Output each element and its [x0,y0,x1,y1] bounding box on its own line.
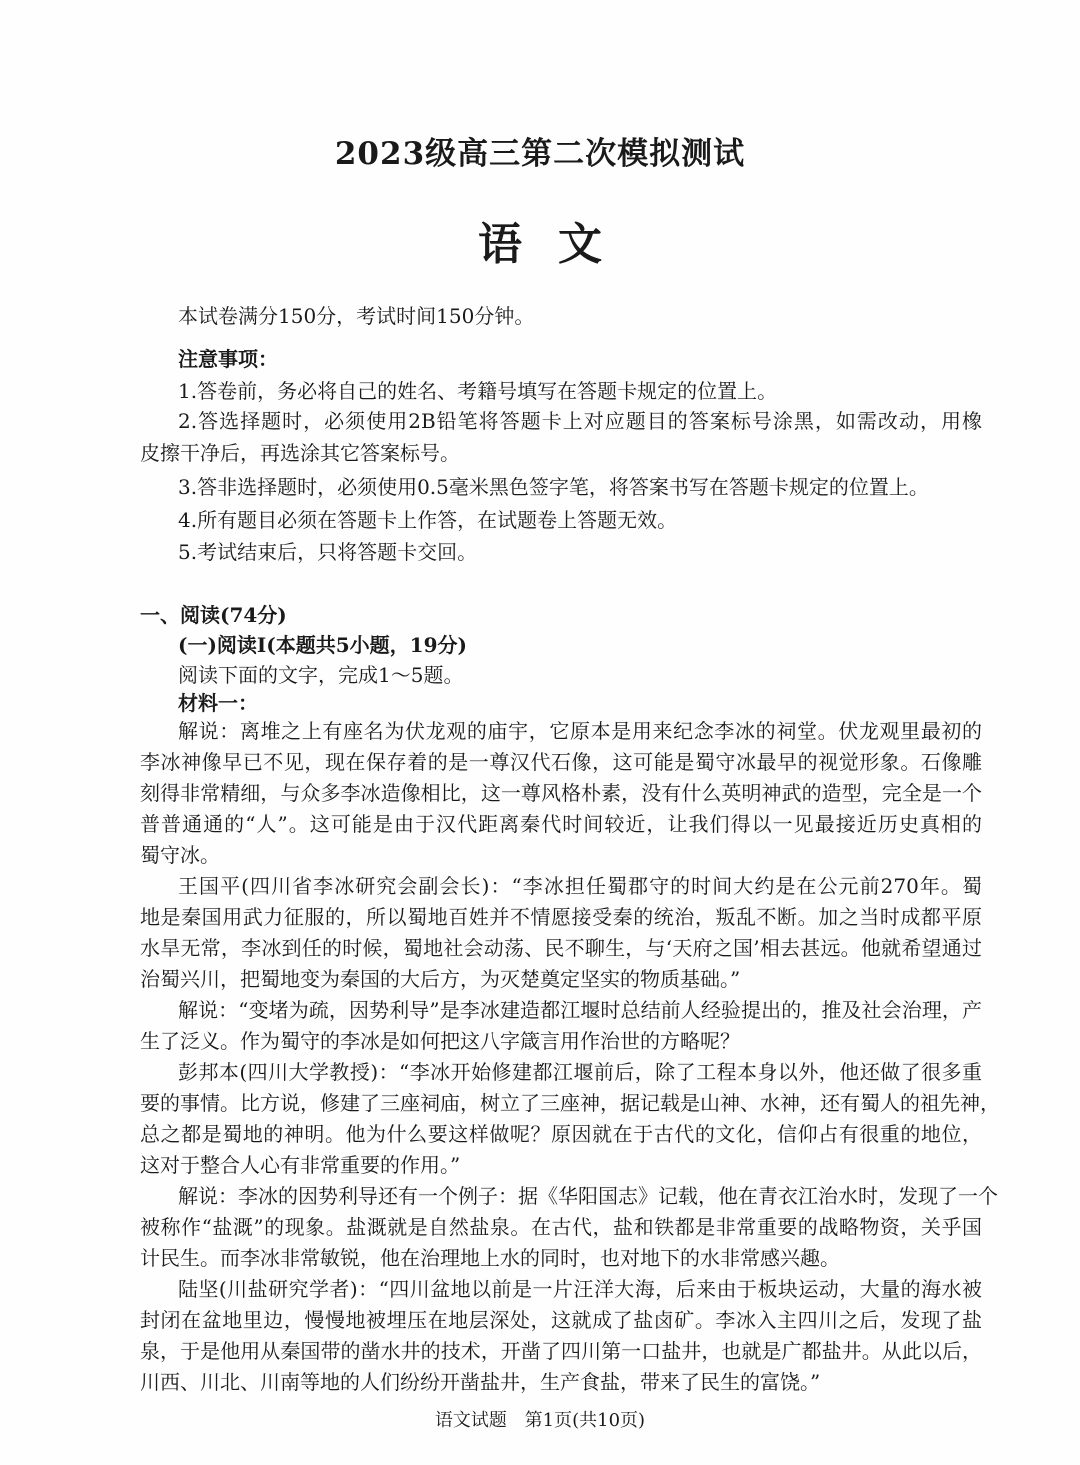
notice-item: 4.所有题目必须在答题卡上作答，在试题卷上答题无效。 [178,508,678,532]
material-label: 材料一： [178,691,258,715]
notice-item: 5.考试结束后，只将答题卡交回。 [178,540,478,564]
passage-line: 计民生。而李冰非常敏锐，他在治理地上水的同时，也对地下的水非常感兴趣。 [140,1246,840,1270]
footer-subject: 语文试题 [434,1410,507,1431]
passage-line: 要的事情。比方说，修建了三座祠庙，树立了三座神，据记载是山神、水神，还有蜀人的祖先神， [140,1091,1000,1115]
passage-line: 治蜀兴川，把蜀地变为秦国的大后方，为灭楚奠定坚实的物质基础。” [140,967,741,991]
footer-page-number: 第1页(共10页) [524,1410,646,1431]
notice-item: 1.答卷前，务必将自己的姓名、考籍号填写在答题卡规定的位置上。 [178,379,778,403]
reading-instruction: 阅读下面的文字，完成1～5题。 [178,663,464,687]
passage-line: 彭邦本(四川大学教授)：“李冰开始修建都江堰前后，除了工程本身以外，他还做了很多重 [178,1060,982,1084]
passage-line: 王国平(四川省李冰研究会副会长)：“李冰担任蜀郡守的时间大约是在公元前270年。蜀 [178,874,982,898]
passage-line: 封闭在盆地里边，慢慢地被埋压在地层深处，这就成了盐卤矿。李冰入主四川之后，发现了盐 [140,1308,982,1332]
passage-line: 这对于整合人心有非常重要的作用。” [140,1153,461,1177]
passage-line: 解说：李冰的因势利导还有一个例子：据《华阳国志》记载，他在青衣江治水时，发现了一个 [178,1184,998,1208]
passage-line: 普普通通的“人”。这可能是由于汉代距离秦代时间较近，让我们得以一见最接近历史真相的 [140,812,982,836]
passage-line: 泉，于是他用从秦国带的凿水井的技术，开凿了四川第一口盐井，也就是广都盐井。从此以后， [140,1339,982,1363]
notice-item: 2.答选择题时，必须使用2B铅笔将答题卡上对应题目的答案标号涂黑，如需改动，用橡 [178,409,982,433]
notice-item: 皮擦干净后，再选涂其它答案标号。 [140,441,460,465]
passage-line: 被称作“盐溉”的现象。盐溉就是自然盐泉。在古代，盐和铁都是非常重要的战略物资，关乎国 [140,1215,982,1239]
passage-line: 解说：离堆之上有座名为伏龙观的庙宇，它原本是用来纪念李冰的祠堂。伏龙观里最初的 [178,719,982,743]
exam-intro: 本试卷满分150分，考试时间150分钟。 [178,304,535,328]
passage-line: 总之都是蜀地的神明。他为什么要这样做呢？原因就在于古代的文化，信仰占有很重的地位， [140,1122,982,1146]
section-title: 一、阅读(74分) [140,603,287,627]
subject-title: 语文 [478,219,638,270]
passage-line: 蜀守冰。 [140,843,220,867]
notice-heading: 注意事项： [178,347,278,371]
passage-line: 生了泛义。作为蜀守的李冰是如何把这八字箴言用作治世的方略呢？ [140,1029,740,1053]
passage-line: 解说：“变堵为疏，因势利导”是李冰建造都江堰时总结前人经验提出的，推及社会治理，产 [178,998,982,1022]
exam-title: 2023级高三第二次模拟测试 [334,136,746,172]
passage-line: 刻得非常精细，与众多李冰造像相比，这一尊风格朴素，没有什么英明神武的造型，完全是一个 [140,781,982,805]
subsection-title: (一)阅读Ⅰ(本题共5小题，19分) [178,633,467,657]
page-footer [0,1406,1080,1432]
passage-line: 李冰神像早已不见，现在保存着的是一尊汉代石像，这可能是蜀守冰最早的视觉形象。石像雕 [140,750,982,774]
passage-line: 川西、川北、川南等地的人们纷纷开凿盐井，生产食盐，带来了民生的富饶。” [140,1370,821,1394]
passage-line: 地是秦国用武力征服的，所以蜀地百姓并不情愿接受秦的统治，叛乱不断。加之当时成都平原 [140,905,982,929]
passage-line: 水旱无常，李冰到任的时候，蜀地社会动荡、民不聊生，与‘天府之国’相去甚远。他就希望通过 [140,936,982,960]
passage-line: 陆坚(川盐研究学者)：“四川盆地以前是一片汪洋大海，后来由于板块运动，大量的海水被 [178,1277,982,1301]
notice-item: 3.答非选择题时，必须使用0.5毫米黑色签字笔，将答案书写在答题卡规定的位置上。 [178,475,929,499]
